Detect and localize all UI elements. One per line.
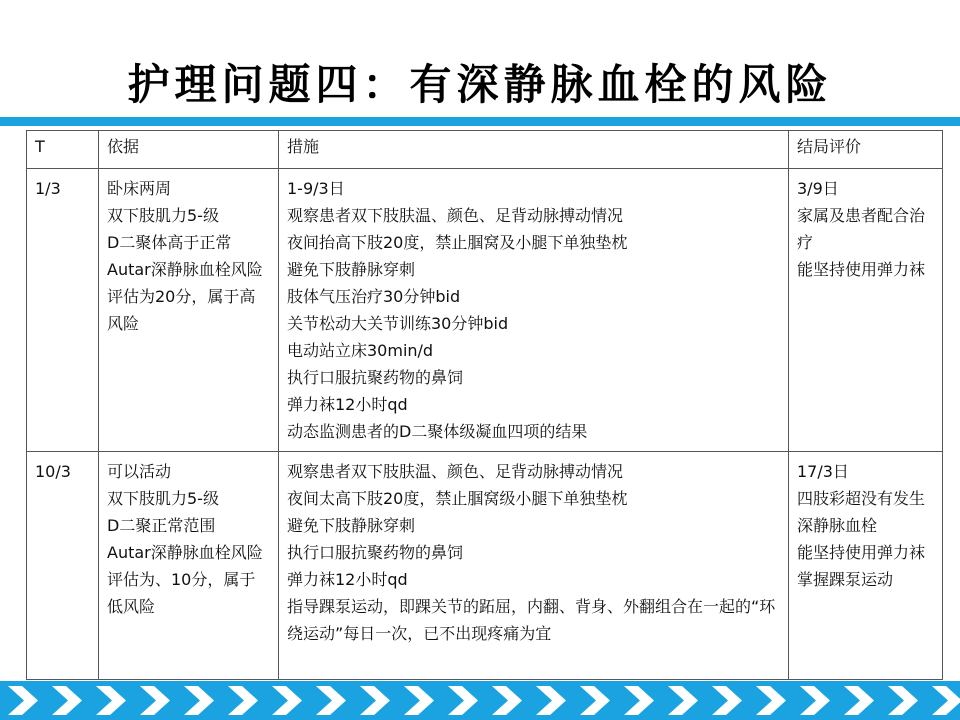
cell-line: D二聚体高于正常 xyxy=(107,233,232,252)
chevron-icon xyxy=(932,686,960,715)
row-date: 10/3 xyxy=(27,452,99,680)
row-measures xyxy=(279,169,789,452)
row-measures xyxy=(279,452,789,680)
cell-line: 四肢彩超没有发生深静脉血栓 xyxy=(797,489,926,535)
row-basis xyxy=(99,169,279,452)
care-plan-table xyxy=(26,130,943,680)
basis-text xyxy=(107,458,270,620)
measure-item: 夜间抬高下肢20度，禁止腘窝及小腿下单独垫枕 xyxy=(287,233,628,252)
cell-line: 卧床两周 xyxy=(107,179,172,198)
cell-line: D二聚正常范围 xyxy=(107,516,216,535)
chevron-pattern-icon xyxy=(0,681,960,720)
cell-line: 能坚持使用弹力袜 xyxy=(797,260,926,279)
header-outcome: 结局评价 xyxy=(789,131,943,169)
slide-title: 护理问题四：有深静脉血栓的风险 xyxy=(127,60,833,109)
row-outcome xyxy=(789,169,943,452)
measure-item: 观察患者双下肢肤温、颜色、足背动脉搏动情况 xyxy=(287,462,624,481)
header-measures: 措施 xyxy=(279,131,789,169)
row-outcome xyxy=(789,452,943,680)
header-date: T xyxy=(27,131,99,169)
chevron-icon xyxy=(756,686,786,715)
cell-line: Autar深静脉血栓风险评估为、10分，属于低风险 xyxy=(107,543,263,616)
measure-item: 电动站立床30min/d xyxy=(287,341,434,360)
table-row xyxy=(27,169,943,452)
basis-text xyxy=(107,175,270,337)
chevron-icon xyxy=(888,686,918,715)
chevron-icon xyxy=(140,686,170,715)
table-row xyxy=(27,452,943,680)
chevron-icon xyxy=(272,686,302,715)
cell-line: 双下肢肌力5-级 xyxy=(107,489,219,508)
chevron-icon xyxy=(668,686,698,715)
cell-line: 家属及患者配合治疗 xyxy=(797,206,926,252)
chevron-icon xyxy=(800,686,830,715)
measure-item: 指导踝泵运动，即踝关节的跖屈，内翻、背身、外翻组合在一起的“环绕运动”每日一次，已不出现疼痛为宜 xyxy=(287,597,776,643)
measure-item: 1-9/3日 xyxy=(287,179,345,198)
measure-item: 肢体气压治疗30分钟bid xyxy=(287,287,461,306)
chevron-icon xyxy=(536,686,566,715)
measure-item: 关节松动大关节训练30分钟bid xyxy=(287,314,509,333)
measures-list xyxy=(287,175,780,445)
cell-line: 双下肢肌力5-级 xyxy=(107,206,219,225)
outcome-text xyxy=(797,458,934,593)
chevron-icon xyxy=(96,686,126,715)
chevron-icon xyxy=(580,686,610,715)
row-date: 1/3 xyxy=(27,169,99,452)
chevron-icon xyxy=(316,686,346,715)
measure-item: 执行口服抗聚药物的鼻饲 xyxy=(287,368,464,387)
title-underline-bar xyxy=(0,117,960,126)
cell-line: Autar深静脉血栓风险评估为20分，属于高风险 xyxy=(107,260,263,333)
row-basis xyxy=(99,452,279,680)
chevron-icon xyxy=(8,686,38,715)
table-header-row xyxy=(27,131,943,169)
measure-item: 执行口服抗聚药物的鼻饲 xyxy=(287,543,464,562)
footer-chevron-band xyxy=(0,681,960,720)
measure-item: 动态监测患者的D二聚体级凝血四项的结果 xyxy=(287,422,588,441)
measure-item: 弹力袜12小时qd xyxy=(287,570,408,589)
cell-line: 可以活动 xyxy=(107,462,172,481)
cell-line: 能坚持使用弹力袜 xyxy=(797,543,926,562)
measure-item: 夜间太高下肢20度，禁止腘窝级小腿下单独垫枕 xyxy=(287,489,628,508)
cell-line: 掌握踝泵运动 xyxy=(797,570,894,589)
measure-item: 避免下肢静脉穿刺 xyxy=(287,516,416,535)
chevron-icon xyxy=(184,686,214,715)
chevron-icon xyxy=(360,686,390,715)
chevron-icon xyxy=(404,686,434,715)
outcome-text xyxy=(797,175,934,283)
cell-line: 3/9日 xyxy=(797,179,839,198)
cell-line: 17/3日 xyxy=(797,462,849,481)
chevron-icon xyxy=(492,686,522,715)
chevron-icon xyxy=(52,686,82,715)
chevron-icon xyxy=(844,686,874,715)
measures-list xyxy=(287,458,780,647)
chevron-icon xyxy=(624,686,654,715)
measure-item: 弹力袜12小时qd xyxy=(287,395,408,414)
chevron-icon xyxy=(448,686,478,715)
measure-item: 避免下肢静脉穿刺 xyxy=(287,260,416,279)
measure-item: 观察患者双下肢肤温、颜色、足背动脉搏动情况 xyxy=(287,206,624,225)
header-basis: 依据 xyxy=(99,131,279,169)
chevron-icon xyxy=(228,686,258,715)
chevron-icon xyxy=(712,686,742,715)
